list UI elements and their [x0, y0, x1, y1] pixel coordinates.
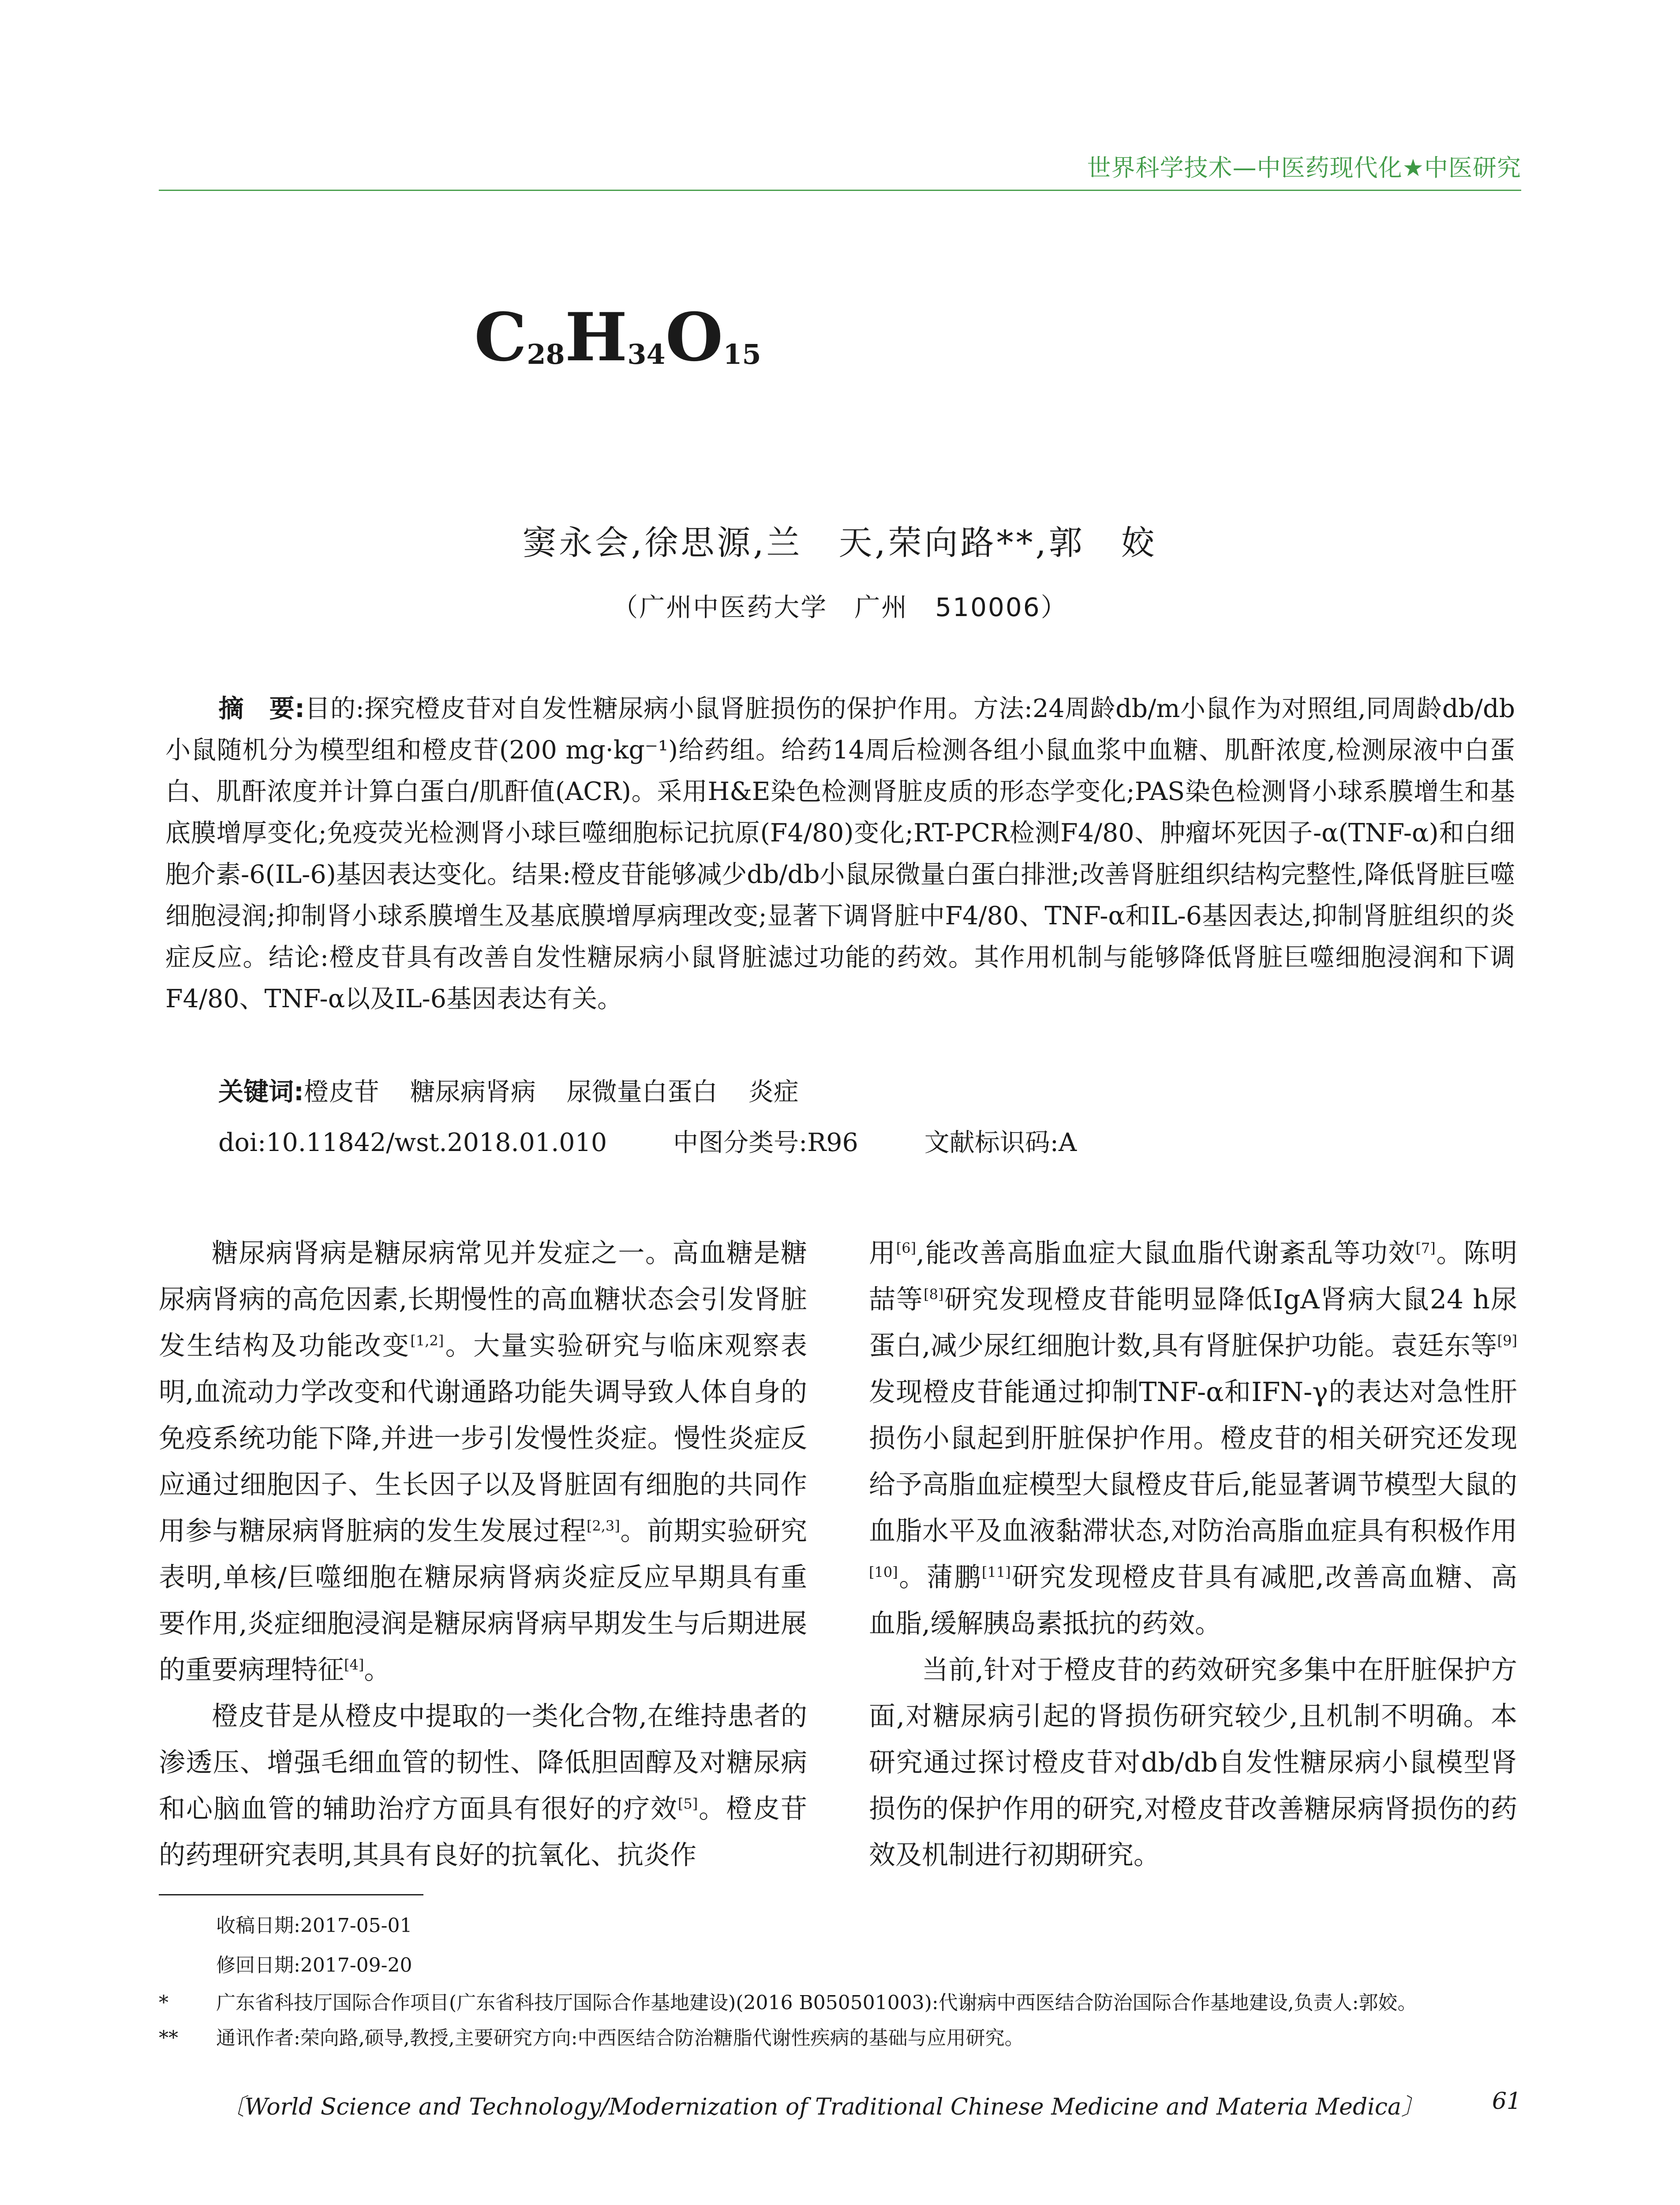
received-date: 收稿日期:2017-05-01 — [216, 1914, 412, 1937]
page-number: 61 — [1492, 2088, 1521, 2115]
body-paragraph: 橙皮苷是从橙皮中提取的一类化合物,在维持患者的渗透压、增强毛细血管的韧性、降低胆固醇及对糖尿病和心脑血管的辅助治疗方面具有很好的疗效[5]。橙皮苷的药理研究表明,其具有良好的抗氧化、抗炎作 — [159, 1701, 808, 1871]
footnote-rule — [159, 1894, 423, 1895]
abstract — [165, 688, 1515, 1020]
keywords — [218, 1072, 830, 1108]
citation: [11] — [982, 1564, 1011, 1581]
journal-header: 世界科学技术—中医药现代化★中医研究 — [1087, 154, 1521, 182]
journal-english-title: 〔World Science and Technology/Modernization of Traditional Chinese Medicine and Materia Medica〕 — [221, 2094, 1424, 2120]
doi: doi:10.11842/wst.2018.01.010 — [218, 1128, 607, 1157]
formula-h-count: 34 — [627, 338, 666, 370]
citation: [8] — [924, 1286, 944, 1303]
footnote-marker: ** — [159, 2027, 178, 2049]
keyword: 炎症 — [748, 1077, 799, 1106]
citation: [4] — [344, 1656, 364, 1673]
citation: [6] — [896, 1240, 917, 1256]
formula-c: C — [474, 299, 527, 376]
body-paragraph: 糖尿病肾病是糖尿病常见并发症之一。高血糖是糖尿病肾病的高危因素,长期慢性的高血糖状态会引发肾脏发生结构及功能改变[1,2]。大量实验研究与临床观察表明,血流动力学改变和代谢通路功能失调导致人体自身的免疫系统功能下降,并进一步引发慢性炎症。慢性炎症反应通过细胞因子、生长因子以及肾脏固有细胞的共同作用参与糖尿病肾脏病的发生发展过程[2,3]。前期实验研究表明,单核/巨噬细胞在糖尿病肾病炎症反应早期具有重要作用,炎症细胞浸润是糖尿病肾病早期发生与后期进展的重要病理特征[4]。 — [159, 1238, 808, 1686]
keyword: 橙皮苷 — [303, 1077, 379, 1106]
corresponding-author-note: ** 通讯作者:荣向路,硕导,教授,主要研究方向:中西医结合防治糖脂代谢性疾病的基础与应用研究。 — [159, 2027, 1024, 2049]
body-column-right — [869, 1230, 1517, 1879]
abstract-text: 目的:探究橙皮苷对自发性糖尿病小鼠肾脏损伤的保护作用。方法:24周龄db/m小鼠作为对照组,同周龄db/db小鼠随机分为模型组和橙皮苷(200 mg·kg⁻¹)给药组。给药14周后检测各组小鼠血浆中血糖、肌酐浓度,检测尿液中白蛋白、肌酐浓度并计算白蛋白/肌酐值(ACR)。采用H&E染色检测肾脏皮质的形态学变化;PAS染色检测肾小球系膜增生和基底膜增厚变化;免疫荧光检测肾小球巨噬细胞标记抗原(F4/80)变化;RT-PCR检测F4/80、肿瘤坏死因子-α(TNF-α)和白细胞介素-6(IL-6)基因表达变化。结果:橙皮苷能够减少db/db小鼠尿微量白蛋白排泄;改善肾脏组织结构完整性,降低肾脏巨噬细胞浸润;抑制肾小球系膜增生及基底膜增厚病理改变;显著下调肾脏中F4/80、TNF-α和IL-6基因表达,抑制肾脏组织的炎症反应。结论:橙皮苷具有改善自发性糖尿病小鼠肾脏滤过功能的药效。其作用机制与能够降低肾脏巨噬细胞浸润和下调F4/80、TNF-α以及IL-6基因表达有关。 — [165, 694, 1515, 1013]
clc-number: 中图分类号:R96 — [673, 1128, 858, 1157]
footnote-marker: * — [159, 1992, 168, 2014]
keyword: 尿微量白蛋白 — [566, 1077, 718, 1106]
citation: [10] — [869, 1564, 898, 1581]
citation: [2,3] — [586, 1517, 620, 1534]
citation: [9] — [1497, 1332, 1517, 1349]
revised-date: 修回日期:2017-09-20 — [216, 1954, 412, 1977]
keywords-label: 关键词: — [218, 1077, 304, 1106]
citation: [1,2] — [410, 1332, 444, 1349]
formula-o-count: 15 — [723, 338, 761, 370]
doc-identifiers — [218, 1122, 1143, 1159]
body-paragraph: 用[6],能改善高脂血症大鼠血脂代谢紊乱等功效[7]。陈明喆等[8]研究发现橙皮苷能明显降低IgA肾病大鼠24 h尿蛋白,减少尿红细胞计数,具有肾脏保护功能。袁廷东等[9]发现橙皮苷能通过抑制TNF-α和IFN-γ的表达对急性肝损伤小鼠起到肝脏保护作用。橙皮苷的相关研究还发现给予高脂血症模型大鼠橙皮苷后,能显著调节模型大鼠的血脂水平及血液黏滞状态,对防治高脂血症具有积极作用[10]。蒲鹏[11]研究发现橙皮苷具有减肥,改善高血糖、高血脂,缓解胰岛素抵抗的药效。 — [869, 1238, 1518, 1639]
formula-c-count: 28 — [527, 338, 565, 370]
citation: [5] — [677, 1795, 698, 1812]
citation: [7] — [1415, 1240, 1436, 1256]
body-paragraph: 当前,针对于橙皮苷的药效研究多集中在肝脏保护方面,对糖尿病引起的肾损伤研究较少,且机制不明确。本研究通过探讨橙皮苷对db/db自发性糖尿病小鼠模型肾损伤的保护作用的研究,对橙皮苷改善糖尿病肾损伤的药效及机制进行初期研究。 — [869, 1655, 1517, 1871]
header-rule — [159, 190, 1521, 191]
affiliation: （广州中医药大学 广州 510006） — [612, 592, 1068, 622]
funding-note: * 广东省科技厅国际合作项目(广东省科技厅国际合作基地建设)(2016 B050501003):代谢病中西医结合防治国际合作基地建设,负责人:郭姣。 — [159, 1992, 1417, 2014]
formula-o: O — [665, 299, 723, 376]
body-column-left — [159, 1230, 807, 1879]
formula-h: H — [565, 299, 628, 376]
keyword: 糖尿病肾病 — [410, 1077, 536, 1106]
author-list: 窦永会,徐思源,兰 天,荣向路**,郭 姣 — [523, 523, 1157, 562]
chemical-formula — [474, 299, 761, 376]
abstract-label: 摘 要: — [218, 694, 305, 723]
document-code: 文献标识码:A — [924, 1128, 1077, 1157]
